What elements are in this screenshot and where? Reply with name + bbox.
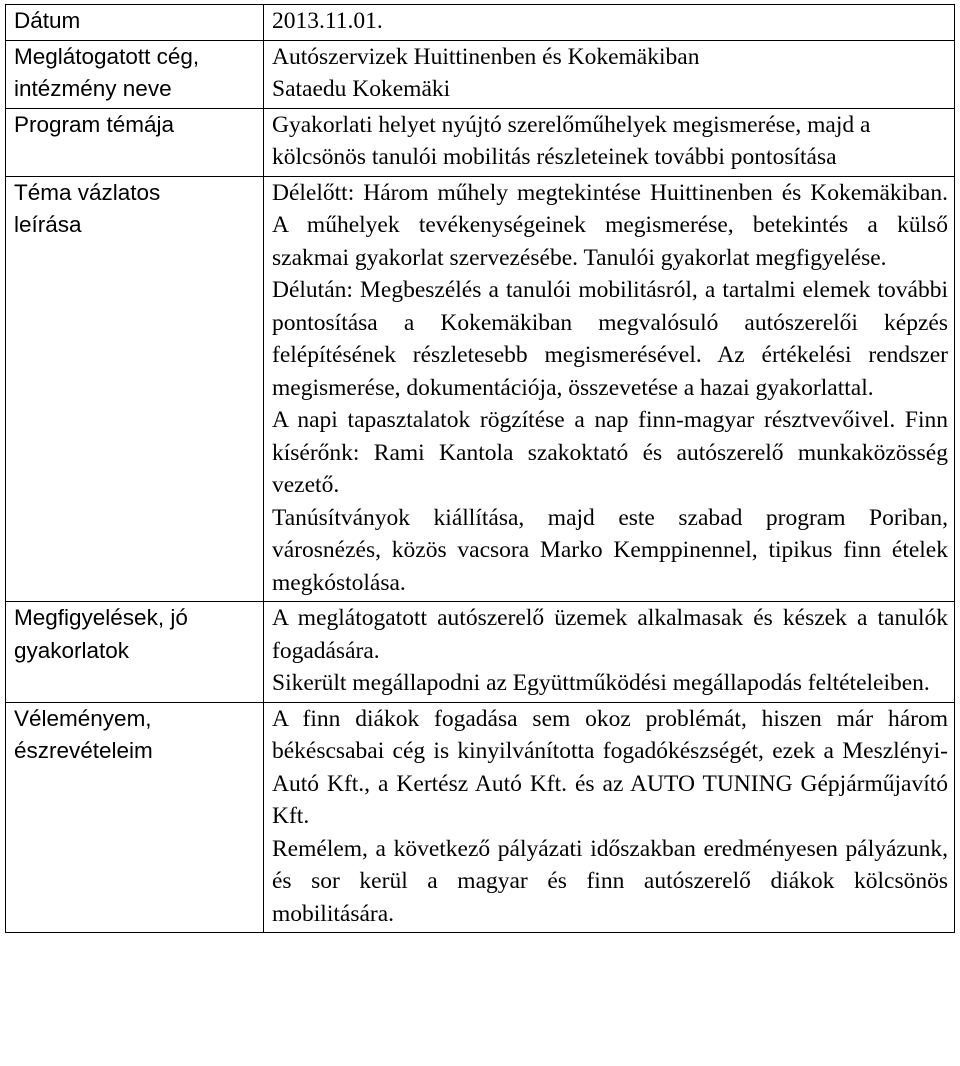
topic-outline-label-cell xyxy=(6,176,264,602)
date-value-cell xyxy=(264,5,955,41)
program-topic-value: Gyakorlati helyet nyújtó szerelőműhelyek megismerése, majd a kölcsönös tanulói mobilitás részleteinek további pontosítása xyxy=(272,111,871,170)
date-value: 2013.11.01. xyxy=(272,8,383,34)
observations-value-cell xyxy=(264,602,955,703)
observations-label-line-1: Megfigyelések, jó xyxy=(14,605,188,630)
topic-outline-paragraph-daily-notes: A napi tapasztalatok rögzítése a nap finn-magyar résztvevőivel. Finn kísérőnk: Rami Kantola szakoktató és autószerelő munkaközösség vezető. xyxy=(272,407,948,498)
topic-outline-paragraph-morning: Délelőtt: Három műhely megtekintése Huittinenben és Kokemäkiban. A műhelyek tevékenységeinek megismerése, betekintés a külső szakmai gyakorlat szervezésébe. Tanulói gyakorlat megfigyelése. xyxy=(272,179,948,271)
visited-company-value-cell xyxy=(264,40,955,108)
observations-label-cell xyxy=(6,602,264,703)
visited-company-label-cell xyxy=(6,40,264,108)
topic-outline-label-line-1: Téma vázlatos xyxy=(14,179,161,205)
opinion-label-cell xyxy=(6,702,264,933)
date-label-cell xyxy=(6,5,264,41)
opinion-label-line-2: észrevételeim xyxy=(14,738,153,763)
topic-outline-paragraph-afternoon: Délután: Megbeszélés a tanulói mobilitásról, a tartalmi elemek további pontosítása a Kokemäkiban megvalósuló autószerelői képzés felépítésének részletesebb megismerésével. Az értékelési rendszer megismerése, dokumentációja, összevetése a hazai gyakorlattal. xyxy=(272,277,948,401)
opinion-paragraph-1: A finn diákok fogadása sem okoz problémát, hiszen már három békéscsabai cég is kinyilvánította fogadókészségét, ezek a Meszlényi-Autó Kft., a Kertész Autó Kft. és az AUTO TUNING Gépjárműjavító Kft. xyxy=(272,705,948,829)
observations-label-line-2: gyakorlatok xyxy=(14,637,130,663)
observations-paragraph-1: A meglátogatott autószerelő üzemek alkalmasak és készek a tanulók fogadására. xyxy=(272,605,948,664)
report-table xyxy=(5,4,955,933)
opinion-label-line-1: Véleményem, xyxy=(14,705,152,731)
visited-company-value-line-1: Autószervizek Huittinenben és Kokemäkiban xyxy=(272,43,700,70)
topic-outline-paragraph-evening: Tanúsítványok kiállítása, majd este szabad program Poriban, városnézés, közös vacsora Marko Kemppinennel, tipikus finn ételek megkóstolása. xyxy=(272,504,948,596)
row-observations xyxy=(6,602,955,703)
visited-company-value-line-2: Sataedu Kokemäki xyxy=(272,76,451,102)
row-program-topic xyxy=(6,108,955,176)
topic-outline-value-cell xyxy=(264,176,955,602)
opinion-paragraph-2: Remélem, a következő pályázati időszakban eredményesen pályázunk, és sor kerül a magyar és finn autószerelő diákok kölcsönös mobilitására. xyxy=(272,835,948,927)
row-date xyxy=(6,5,955,41)
program-topic-label-cell xyxy=(6,108,264,176)
visited-company-label-line-1: Meglátogatott cég, xyxy=(14,43,200,69)
date-label: Dátum xyxy=(14,8,81,33)
row-visited-company xyxy=(6,40,955,108)
observations-paragraph-2: Sikerült megállapodni az Együttműködési megállapodás feltételeiben. xyxy=(272,670,930,696)
program-topic-value-cell xyxy=(264,108,955,176)
opinion-value-cell xyxy=(264,702,955,933)
row-topic-outline xyxy=(6,176,955,602)
program-topic-label: Program témája xyxy=(14,111,175,137)
row-opinion xyxy=(6,702,955,933)
visited-company-label-line-2: intézmény neve xyxy=(14,76,172,101)
topic-outline-label-line-2: leírása xyxy=(14,212,82,237)
